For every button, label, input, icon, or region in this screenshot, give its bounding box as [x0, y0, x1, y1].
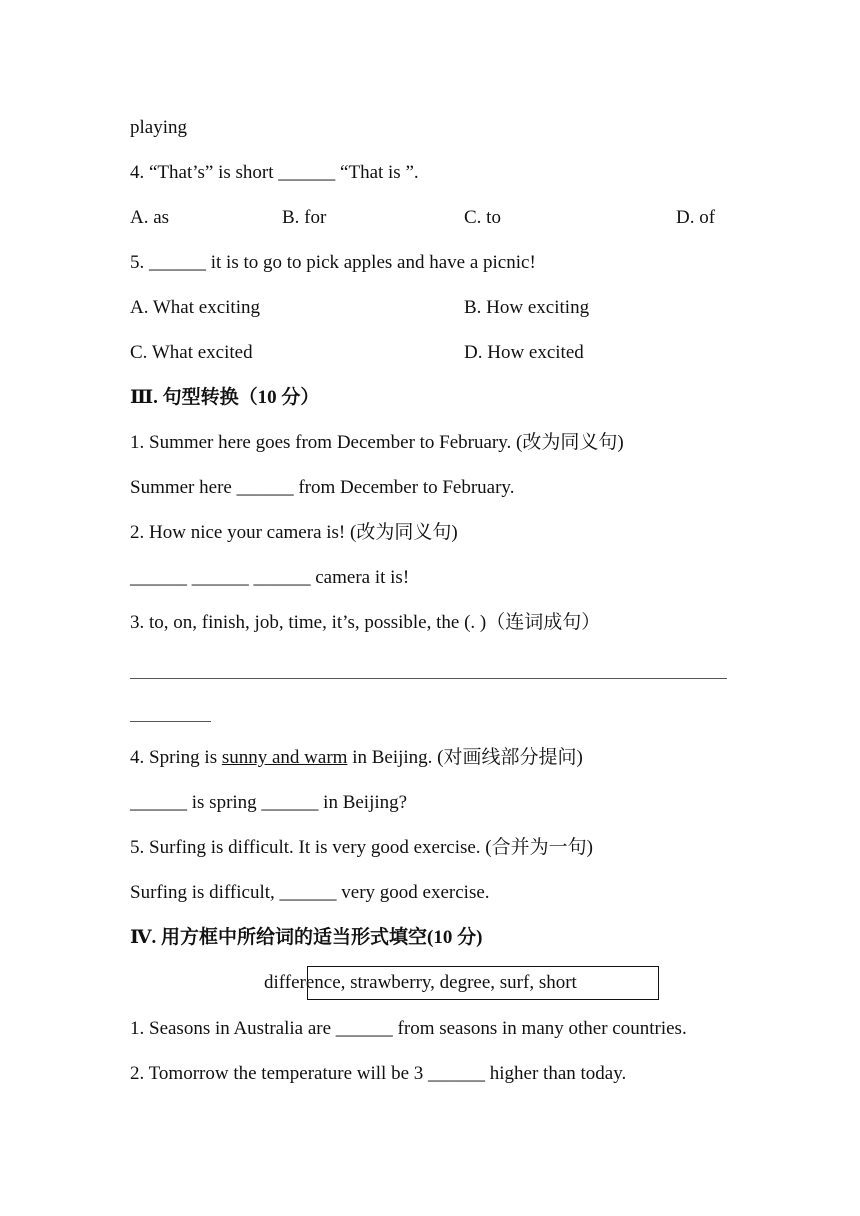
section-3-heading: Ⅲ. 句型转换（10 分） — [130, 387, 320, 408]
s3-q5-question: 5. Surfing is difficult. It is very good exercise. (合并为一句) — [130, 837, 593, 858]
q4-option-b: B. for — [282, 207, 327, 228]
q4-option-a: A. as — [130, 207, 170, 228]
q4-option-c: C. to — [464, 207, 501, 228]
s3-q4-question-end: in Beijing. (对画线部分提问) — [347, 747, 583, 768]
s3-q5-answer-line: Surfing is difficult, ______ very good exercise. — [130, 882, 490, 903]
q3-continued-text: playing — [130, 117, 187, 138]
q5-option-a: A. What exciting — [130, 297, 260, 318]
q5-option-d: D. How excited — [464, 342, 584, 363]
s4-q2: 2. Tomorrow the temperature will be 3 ______ higher than today. — [130, 1063, 627, 1084]
answer-rule-short — [130, 721, 211, 722]
s3-q1-answer-line: Summer here ______ from December to February. — [130, 477, 515, 498]
s3-q3-question: 3. to, on, finish, job, time, it’s, possible, the (. )（连词成句） — [130, 612, 601, 633]
word-box-list: difference, strawberry, degree, surf, short — [264, 972, 577, 993]
s3-q4-underlined-phrase: sunny and warm — [221, 747, 348, 768]
answer-rule-long — [130, 678, 727, 679]
q5-option-c: C. What excited — [130, 342, 253, 363]
s3-q4-question-start: 4. Spring is — [130, 747, 222, 768]
section-4-heading: Ⅳ. 用方框中所给词的适当形式填空(10 分) — [130, 927, 483, 948]
q4-option-d: D. of — [676, 207, 716, 228]
s3-q1-question: 1. Summer here goes from December to February. (改为同义句) — [130, 432, 624, 453]
q5-stem: 5. ______ it is to go to pick apples and have a picnic! — [130, 252, 536, 273]
s3-q4-question — [130, 746, 583, 770]
q4-stem: 4. “That’s” is short ______ “That is ”. — [130, 162, 419, 183]
s3-q2-answer-line: ______ ______ ______ camera it is! — [130, 567, 410, 588]
q5-option-b: B. How exciting — [464, 297, 590, 318]
s4-q1: 1. Seasons in Australia are ______ from seasons in many other countries. — [130, 1018, 687, 1039]
s3-q2-question: 2. How nice your camera is! (改为同义句) — [130, 522, 458, 543]
s3-q4-answer-line: ______ is spring ______ in Beijing? — [130, 792, 408, 813]
